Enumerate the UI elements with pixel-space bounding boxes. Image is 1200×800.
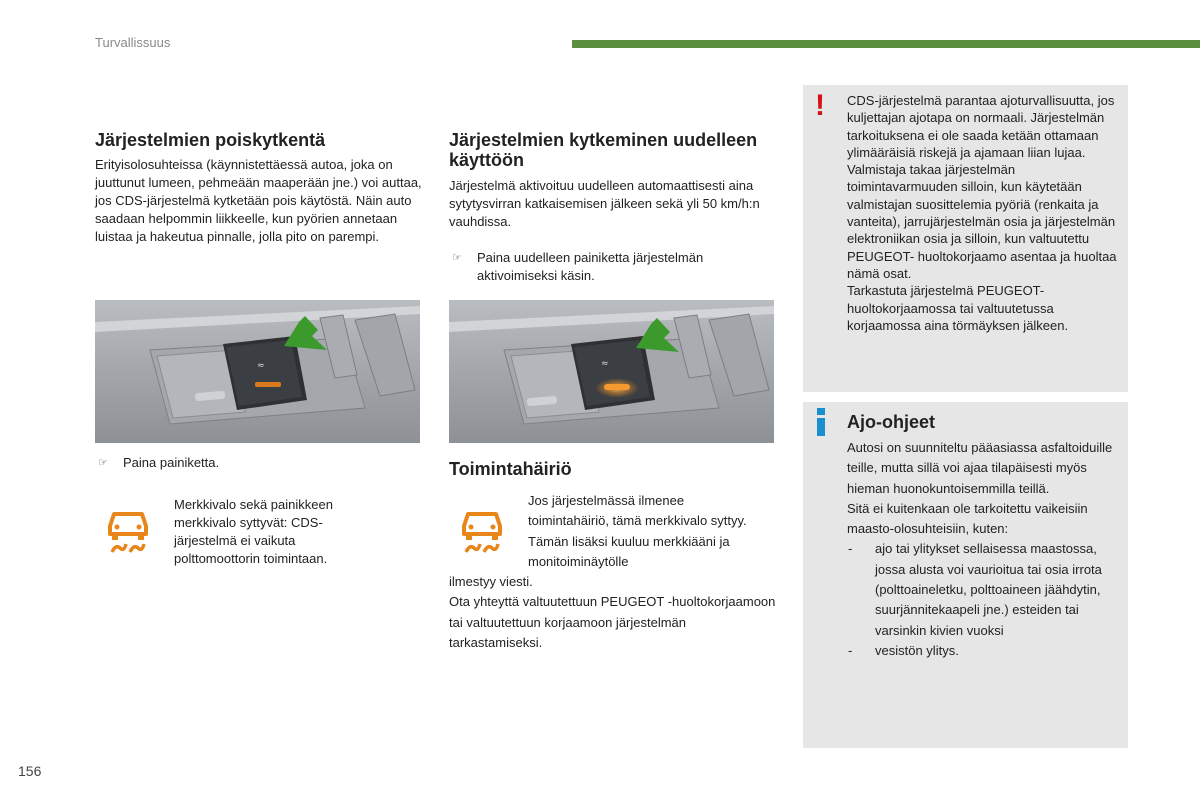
info-intro: Autosi on suunniteltu pääasiassa asfaltoiduille teille, mutta sillä voi ajaa tilapäisesti myös hieman huonokuntoisemmilla teillä. Sitä ei kuitenkaan ole tarkoitettu vaikeisiin maasto-olosuhteisiin, kuten:: [847, 440, 1113, 537]
info-heading: Ajo-ohjeet: [847, 412, 935, 432]
exclamation-warning-icon: !: [815, 89, 825, 122]
section-heading-reenable: Järjestelmien kytkeminen uudelleen käyttöön: [449, 130, 758, 170]
reenable-instruction: [449, 249, 769, 285]
list-item: [847, 539, 1119, 640]
info-icon: [815, 406, 827, 443]
list-item-text: ajo tai ylitykset sellaisessa maastossa, jossa alusta voi vaurioitua tai osia irrota (polttoaineletku, polttoaineen jäähdytin, suurjännitekaapeli jne.) esteiden tai varsinkin kivien vuoksi: [875, 541, 1102, 638]
indicator-note: Merkkivalo sekä painikkeen merkkivalo syttyvät: CDS-järjestelmä ei vaikuta polttomoottorin toimintaan.: [174, 497, 333, 566]
disable-instruction-text: Paina painiketta.: [123, 455, 220, 470]
svg-text:≈: ≈: [601, 359, 609, 369]
list-item-text: vesistön ylitys.: [875, 642, 959, 658]
page-number: 156: [18, 763, 42, 779]
section-label: Turvallissuus: [95, 35, 171, 50]
disable-paragraph: Erityisolosuhteissa (käynnistettäessä autoa, joka on juuttunut lumeen, pehmeään maaperään jne.) voi auttaa, jos CDS-järjestelmä kytketään pois käytöstä. Näin auto saadaan helpommin liikkeelle, kun pyörien annetaan luistaa ja hakeutua pinnalle, jolla pito on parempi.: [95, 157, 422, 244]
cds-button-photo-off: [95, 300, 420, 443]
warning-text: CDS-järjestelmä parantaa ajoturvallisuutta, jos kuljettajan ajotapa on normaali. Järjestelmän tarkoituksena ei ole saada ketään ottamaan ylimääräisiä riskejä ja ajamaan liian lujaa. Valmistaja takaa järjestelmän toimintavarmuuden silloin, kun käytetään valmistajan suosittelemia pyöriä (renkaita ja vanteita), jarrujärjestelmän osia ja järjestelmän elektroniikan osia ja silloin, kun valtuutettu PEUGEOT- huoltokorjaamo asentaa ja huoltaa nämä osat. Tarkastuta järjestelmä PEUGEOT-huoltokorjaamossa tai valtuutetussa korjaamossa aina törmäyksen jälkeen.: [847, 93, 1117, 333]
traction-control-warning-icon: [460, 508, 504, 559]
list-item: [847, 641, 1119, 661]
accent-bar: [572, 40, 1200, 48]
reenable-instruction-text: Paina uudelleen painiketta järjestelmän aktivoimiseksi käsin.: [477, 250, 704, 283]
dash-marker: -: [848, 642, 853, 658]
fault-paragraph-part2: ilmestyy viesti. Ota yhteyttä valtuutettuun PEUGEOT -huoltokorjaamoon tai valtuutettuun korjaamoon järjestelmän tarkastamiseksi.: [449, 574, 776, 650]
disable-instruction: [95, 454, 425, 472]
fault-paragraph-part1: Jos järjestelmässä ilmenee toimintahäiriö, tämä merkkivalo syttyy. Tämän lisäksi kuuluu merkkiääni ja monitoiminäytölle: [528, 493, 747, 569]
warning-box: [803, 85, 1128, 392]
pointer-icon: ☞: [98, 457, 108, 469]
section-heading-disable: Järjestelmien poiskytkentä: [95, 130, 326, 150]
info-box: [803, 402, 1128, 748]
fault-heading: Toimintahäiriö: [449, 459, 572, 479]
svg-text:≈: ≈: [257, 361, 265, 371]
reenable-paragraph: Järjestelmä aktivoituu uudelleen automaattisesti aina sytytysvirran katkaisemisen jälkeen sekä yli 50 km/h:n vauhdissa.: [449, 178, 760, 229]
cds-button-photo-on: [449, 300, 774, 443]
pointer-icon: ☞: [452, 252, 462, 264]
traction-control-warning-icon: [106, 508, 150, 559]
info-body: [847, 438, 1119, 661]
dash-marker: -: [848, 541, 853, 557]
